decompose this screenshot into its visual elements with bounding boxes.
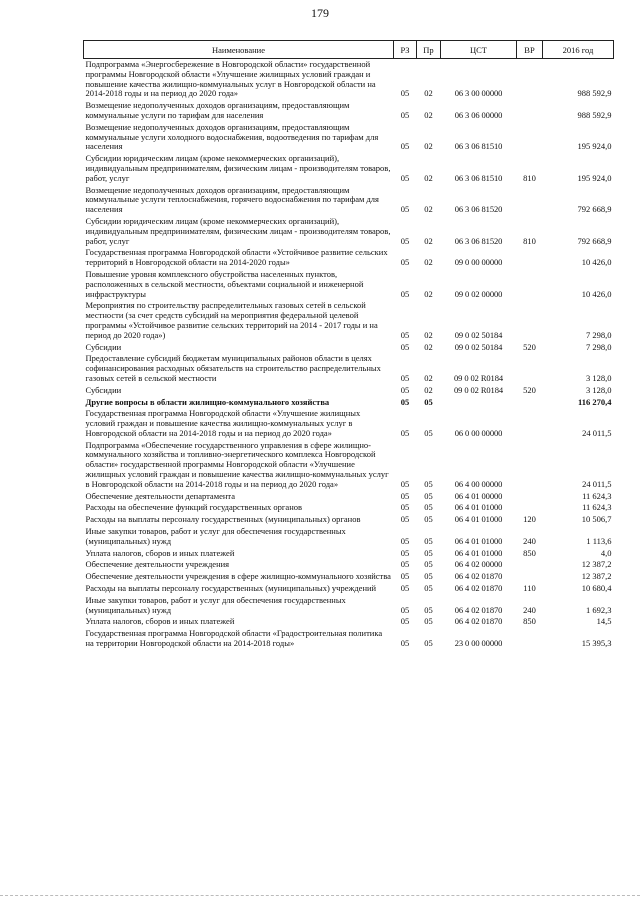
row-cst-cell: 06 3 00 00000 (454, 88, 503, 99)
table-row (84, 514, 614, 526)
row-name-cell: Субсидии (85, 384, 122, 395)
row-rz-cell: 05 (400, 427, 410, 438)
row-rz-cell: 05 (400, 616, 410, 627)
row-name-cell: Уплата налогов, сборов и иных платежей (85, 616, 235, 627)
row-name-cell: Обеспечение деятельности учреждения в сфере жилищно-коммунального хозяйства (85, 571, 391, 582)
row-vr-cell (517, 502, 543, 514)
row-pr-cell: 05 (424, 396, 433, 407)
row-name-cell: Субсидии юридическим лицам (кроме некоммерческих организаций), индивидуальным предпринимателям, физическим лицам - производителям товаров, работ, услуг (85, 215, 391, 246)
row-cst-cell: 06 3 06 81520 (454, 204, 503, 215)
row-sum-cell: 10 506,7 (581, 514, 612, 525)
row-sum-cell: 792 668,9 (577, 204, 612, 215)
table-header (84, 41, 614, 59)
table-row (84, 491, 614, 503)
row-vr-cell (517, 491, 543, 503)
row-pr-cell: 02 (424, 384, 433, 395)
row-vr-cell (517, 59, 543, 101)
table-row (84, 269, 614, 300)
row-rz-cell: 05 (400, 204, 410, 215)
row-cst-cell: 06 3 06 81510 (454, 141, 503, 152)
column-header-pr: Пр (417, 41, 441, 59)
row-name-cell: Государственная программа Новгородской области «Градостроительная политика на территории Новгородской области на 2014-2018 годы» (85, 628, 383, 649)
row-name-cell: Обеспечение деятельности департамента (85, 490, 235, 501)
table-row (84, 571, 614, 583)
row-name-cell: Возмещение недополученных доходов организациям, предоставляющим коммунальные услуги по тарифам для населения (85, 100, 350, 120)
row-pr-cell: 02 (424, 288, 433, 299)
row-name-cell: Иные закупки товаров, работ и услуг для обеспечения государственных (муниципальных) нужд (85, 526, 346, 546)
row-rz-cell: 05 (400, 257, 410, 268)
row-cst-cell: 09 0 02 R0184 (454, 384, 503, 395)
table-row (84, 385, 614, 397)
row-rz-cell: 05 (400, 288, 410, 299)
row-cst-cell: 09 0 02 50184 (454, 341, 503, 352)
column-header-cst: ЦСТ (441, 41, 517, 59)
table-row (84, 559, 614, 571)
row-sum-cell: 1 692,3 (586, 604, 612, 615)
row-pr-cell: 02 (424, 329, 433, 340)
row-cst-cell: 09 0 00 00000 (454, 257, 503, 268)
row-name-cell: Возмещение недополученных доходов организациям, предоставляющим коммунальные услуги холодного водоснабжения, водоотведения по тарифам для населения (85, 121, 379, 152)
row-pr-cell: 05 (424, 559, 433, 570)
row-sum-cell: 24 011,5 (582, 478, 612, 489)
row-sum-cell: 12 387,2 (581, 559, 612, 570)
row-name-cell: Государственная программа Новгородской области «Устойчивое развитие сельских территорий в Новгородской области на 2014-2020 годы» (85, 247, 388, 268)
row-vr-cell (517, 300, 543, 341)
table-row (84, 300, 614, 341)
row-rz-cell: 05 (400, 235, 410, 246)
row-name-cell: Государственная программа Новгородской области «Улучшение жилищных условий граждан и повышение качества жилищно-коммунальных услуг в Новгородской области на 2014-2018 годы и на период до 2020 года» (85, 408, 361, 438)
row-cst-cell: 06 4 02 01870 (454, 571, 503, 582)
row-name-cell: Расходы на выплаты персоналу государственных (муниципальных) учреждений (85, 583, 377, 594)
row-sum-cell: 195 924,0 (577, 172, 612, 183)
row-pr-cell: 02 (424, 88, 433, 99)
row-pr-cell: 02 (424, 204, 433, 215)
row-vr-cell (517, 408, 543, 439)
table-row (84, 216, 614, 247)
row-vr-cell: 110 (523, 583, 536, 594)
row-name-cell: Субсидии юридическим лицам (кроме некоммерческих организаций), индивидуальным предпринимателям, физическим лицам - производителям товаров, работ, услуг (85, 153, 391, 183)
row-vr-cell: 850 (523, 616, 536, 627)
column-header-vr: ВР (517, 41, 543, 59)
row-pr-cell: 05 (424, 616, 433, 627)
table-row (84, 595, 614, 617)
column-header-name: Наименование (84, 41, 394, 59)
table-row (84, 628, 614, 650)
row-pr-cell: 05 (424, 604, 433, 615)
row-sum-cell: 11 624,3 (582, 502, 612, 513)
row-vr-cell (517, 100, 543, 122)
row-rz-cell: 05 (400, 559, 410, 570)
row-rz-cell: 05 (400, 396, 410, 407)
row-vr-cell: 240 (523, 604, 536, 615)
row-name-cell: Возмещение недополученных доходов организациям, предоставляющим коммунальные услуги теплоснабжения, горячего водоснабжения по тарифам для населения (85, 184, 379, 215)
scan-edge-divider (0, 895, 640, 896)
table-row (84, 583, 614, 595)
row-cst-cell: 06 4 01 00000 (454, 490, 503, 501)
table-row (84, 342, 614, 354)
row-pr-cell: 02 (424, 341, 433, 352)
budget-table (83, 40, 614, 650)
table-body (84, 59, 614, 650)
row-cst-cell: 06 4 02 01870 (454, 604, 503, 615)
row-name-cell: Подпрограмма «Обеспечение государственного управления в сфере жилищно-коммунального хозяйства и топливно-энергетического комплекса Новгородской области» государственной программы Новгородской области «Улучшение жилищных условий граждан и повышение качества жилищно-коммунальных услуг в Новгородской области на 2014-2018 годы и на период до 2020 года» (85, 439, 389, 489)
row-cst-cell: 06 0 00 00000 (454, 427, 503, 438)
row-cst-cell: 09 0 02 50184 (454, 329, 503, 340)
row-pr-cell: 05 (424, 478, 433, 489)
row-cst-cell: 09 0 02 R0184 (454, 372, 503, 383)
row-sum-cell: 988 592,9 (577, 88, 612, 99)
row-pr-cell: 05 (424, 535, 433, 546)
row-rz-cell: 05 (400, 329, 410, 340)
table-row (84, 397, 614, 409)
row-rz-cell: 05 (400, 535, 410, 546)
row-name-cell: Подпрограмма «Энергосбережение в Новгородской области» государственной программы Новгородской области «Улучшение жилищных условий граждан и повышение качества жилищно-коммунальных услуг в Новгородской области на 2014-2018 годы и на период до 2020 года» (85, 59, 376, 99)
row-pr-cell: 05 (424, 427, 433, 438)
row-vr-cell (517, 353, 543, 384)
row-cst-cell (441, 397, 517, 409)
row-sum-cell: 10 680,4 (581, 583, 612, 594)
row-sum-cell: 1 113,6 (586, 535, 612, 546)
row-pr-cell: 02 (424, 235, 433, 246)
row-sum-cell: 195 924,0 (577, 141, 612, 152)
row-cst-cell: 06 4 01 01000 (454, 535, 503, 546)
row-rz-cell: 05 (400, 604, 410, 615)
row-pr-cell: 05 (424, 571, 433, 582)
row-vr-cell: 810 (523, 172, 536, 183)
row-cst-cell: 06 3 06 00000 (454, 109, 503, 120)
row-vr-cell (517, 628, 543, 650)
column-header-rz: РЗ (394, 41, 417, 59)
row-vr-cell: 240 (523, 535, 536, 546)
row-sum-cell: 7 298,0 (586, 341, 612, 352)
row-name-cell: Предоставление субсидий бюджетам муниципальных районов области в целях софинансирования расходных обязательств на строительство распределительных газовых сетей в сельской местности (85, 353, 381, 383)
row-vr-cell: 810 (523, 235, 536, 246)
row-rz-cell: 05 (400, 88, 410, 99)
row-name-cell: Расходы на обеспечение функций государственных органов (85, 502, 303, 513)
row-rz-cell: 05 (400, 547, 410, 558)
row-rz-cell: 05 (400, 109, 410, 120)
row-sum-cell: 11 624,3 (582, 490, 612, 501)
row-sum-cell: 3 128,0 (586, 372, 612, 383)
row-pr-cell: 02 (424, 372, 433, 383)
row-sum-cell: 10 426,0 (581, 257, 612, 268)
row-sum-cell: 24 011,5 (582, 427, 612, 438)
table-row (84, 247, 614, 269)
row-sum-cell: 4,0 (600, 547, 612, 558)
row-vr-cell (517, 122, 543, 153)
row-name-cell: Мероприятия по строительству распределительных газовых сетей в сельской местности (за счет средств субсидий на мероприятия федеральной целевой программы «Устойчивое развитие сельских территорий на 2014 - 2017 годы и на период до 2020 года») (85, 300, 378, 340)
column-header-year: 2016 год (543, 41, 614, 59)
row-sum-cell: 12 387,2 (581, 571, 612, 582)
row-pr-cell: 05 (424, 502, 433, 513)
row-rz-cell: 05 (400, 571, 410, 582)
row-cst-cell: 06 4 01 01000 (454, 514, 503, 525)
row-rz-cell: 05 (400, 583, 410, 594)
row-rz-cell: 05 (400, 141, 410, 152)
table-row (84, 440, 614, 491)
row-pr-cell: 02 (424, 172, 433, 183)
row-cst-cell: 23 0 00 00000 (454, 638, 503, 649)
row-vr-cell (517, 247, 543, 269)
row-name-cell: Другие вопросы в области жилищно-коммунального хозяйства (85, 396, 330, 407)
row-vr-cell: 850 (523, 547, 536, 558)
row-sum-cell: 116 270,4 (577, 396, 612, 407)
table-row (84, 548, 614, 560)
row-rz-cell: 05 (400, 341, 410, 352)
table-row (84, 100, 614, 122)
row-name-cell: Субсидии (85, 341, 122, 352)
row-name-cell: Обеспечение деятельности учреждения (85, 559, 230, 570)
row-vr-cell (517, 269, 543, 300)
row-rz-cell: 05 (400, 384, 410, 395)
table-row (84, 353, 614, 384)
table-row (84, 122, 614, 153)
row-vr-cell (517, 571, 543, 583)
table-row (84, 616, 614, 628)
row-pr-cell: 05 (424, 583, 433, 594)
row-vr-cell: 520 (523, 384, 536, 395)
row-vr-cell: 520 (523, 341, 536, 352)
row-sum-cell: 7 298,0 (586, 329, 612, 340)
row-name-cell: Расходы на выплаты персоналу государственных (муниципальных) органов (85, 514, 361, 525)
table-row (84, 502, 614, 514)
row-pr-cell: 02 (424, 109, 433, 120)
row-pr-cell: 05 (424, 514, 433, 525)
row-sum-cell: 15 395,3 (581, 638, 612, 649)
row-sum-cell: 10 426,0 (581, 288, 612, 299)
table-row (84, 59, 614, 101)
row-rz-cell: 05 (400, 502, 410, 513)
row-cst-cell: 06 4 00 00000 (454, 478, 503, 489)
row-cst-cell: 06 3 06 81520 (454, 235, 503, 246)
row-cst-cell: 06 4 01 01000 (454, 547, 503, 558)
row-cst-cell: 09 0 02 00000 (454, 288, 503, 299)
table-row (84, 526, 614, 548)
row-vr-cell (517, 185, 543, 216)
row-sum-cell: 3 128,0 (586, 384, 612, 395)
row-sum-cell: 14,5 (596, 616, 612, 627)
row-pr-cell: 05 (424, 547, 433, 558)
row-name-cell: Иные закупки товаров, работ и услуг для обеспечения государственных (муниципальных) нужд (85, 594, 346, 615)
table-row (84, 185, 614, 216)
row-vr-cell (517, 440, 543, 491)
row-vr-cell: 120 (523, 514, 536, 525)
table-row (84, 153, 614, 184)
row-cst-cell: 06 4 02 01870 (454, 616, 503, 627)
page-number: 179 (311, 6, 329, 20)
row-rz-cell: 05 (400, 514, 410, 525)
table-row (84, 408, 614, 439)
row-sum-cell: 792 668,9 (577, 235, 612, 246)
row-name-cell: Повышение уровня комплексного обустройства населенных пунктов, расположенных в сельской местности, объектами социальной и инженерной инфраструктуры (85, 268, 364, 299)
row-rz-cell: 05 (400, 372, 410, 383)
row-pr-cell: 02 (424, 257, 433, 268)
row-vr-cell (517, 559, 543, 571)
row-cst-cell: 06 4 02 01870 (454, 583, 503, 594)
row-cst-cell: 06 3 06 81510 (454, 172, 503, 183)
row-rz-cell: 05 (400, 478, 410, 489)
row-sum-cell: 988 592,9 (577, 109, 612, 120)
row-cst-cell: 06 4 02 00000 (454, 559, 503, 570)
row-rz-cell: 05 (400, 172, 410, 183)
row-vr-cell (517, 397, 543, 409)
row-pr-cell: 02 (424, 141, 433, 152)
row-rz-cell: 05 (400, 638, 410, 649)
row-pr-cell: 05 (424, 490, 433, 501)
row-name-cell: Уплата налогов, сборов и иных платежей (85, 547, 235, 558)
row-rz-cell: 05 (400, 490, 410, 501)
row-cst-cell: 06 4 01 01000 (454, 502, 503, 513)
row-pr-cell: 05 (424, 638, 433, 649)
